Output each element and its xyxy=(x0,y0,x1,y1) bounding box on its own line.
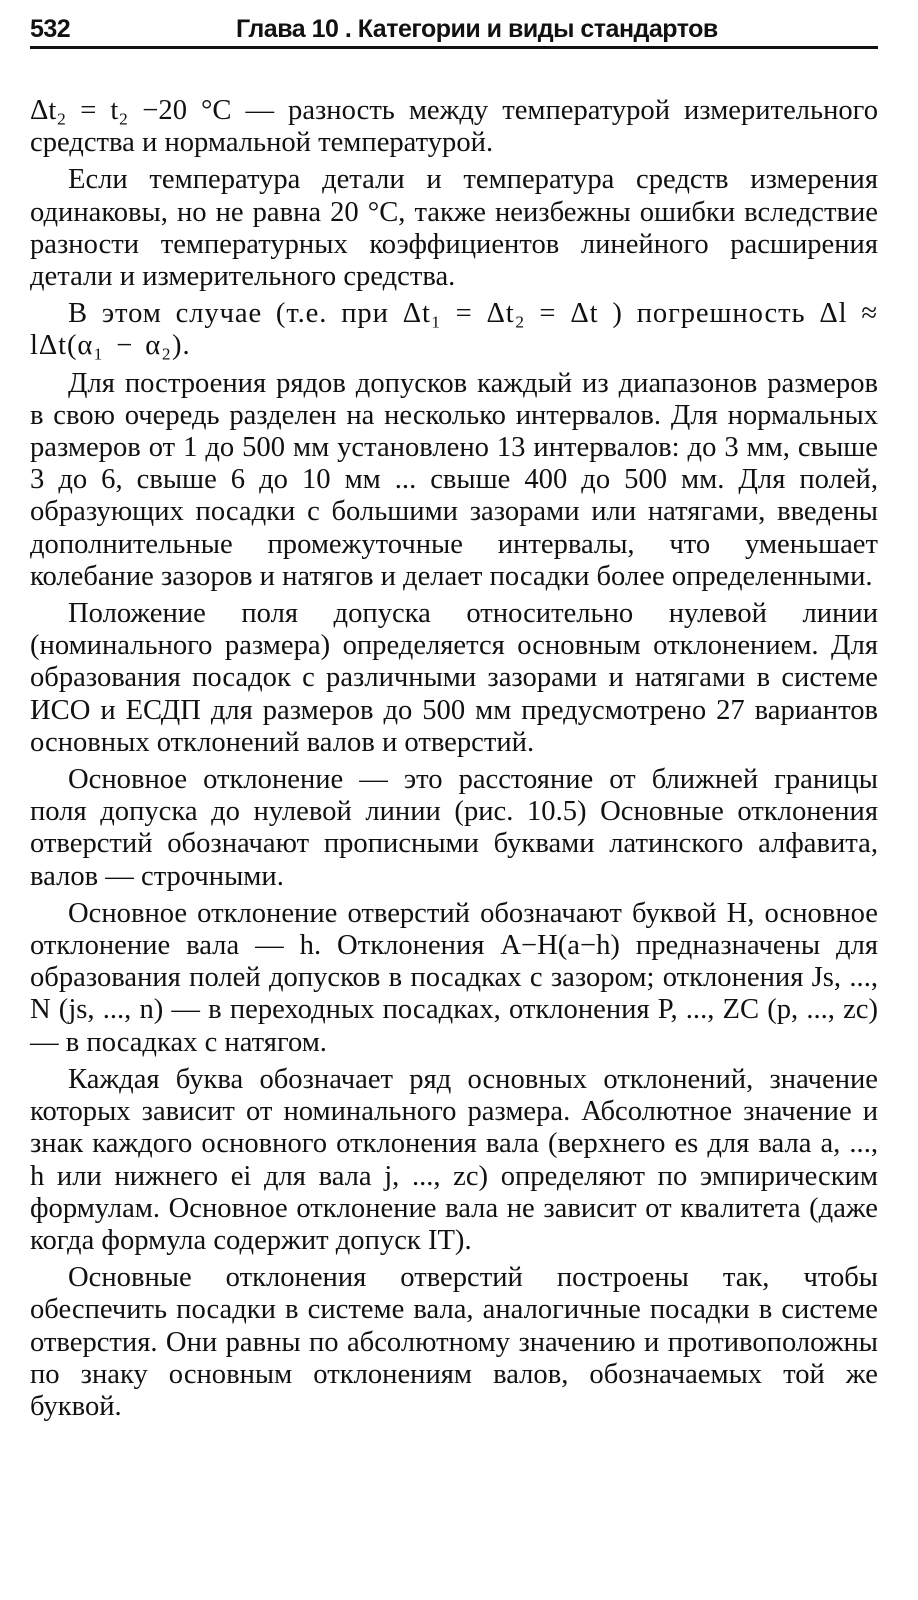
paragraph-8: Каждая буква обозначает ряд основных отклонений, значение которых зависит от номинального размера. Абсолютное значение и знак каждого основного отклонения вала (верхнего es для вала a, ..., h или нижнего ei для вала j, ..., zc) определяют по эмпирическим формулам. Основное отклонение вала не зависит от квалитета (даже когда формула содержит допуск IT). xyxy=(30,1063,878,1256)
paragraph-2: Если температура детали и температура средств измерения одинаковы, но не равна 20 °C, также неизбежны ошибки вследствие разности температурных коэффициентов линейного расширения детали и измерительного средства. xyxy=(30,164,878,293)
running-header xyxy=(30,10,878,49)
body-text xyxy=(30,95,878,1423)
paragraph-3: В этом случае (т.е. при Δt₁ = Δt₂ = Δt ) погрешность Δl ≈ lΔt(α₁ − α₂). xyxy=(30,298,878,362)
paragraph-7: Основное отклонение отверстий обозначают буквой H, основное отклонение вала — h. Отклонения A−H(a−h) предназначены для образования полей допусков в посадках с зазором; отклонения Js, ..., N (js, ..., n) — в переходных посадках, отклонения P, ..., ZC (p, ..., zc) — в посадках с натягом. xyxy=(30,897,878,1058)
page-number: 532 xyxy=(30,15,71,43)
paragraph-5: Положение поля допуска относительно нулевой линии (номинального размера) определяется основным отклонением. Для образования посадок с различными зазорами и натягами в системе ИСО и ЕСДП для размеров до 500 мм предусмотрено 27 вариантов основных отклонений валов и отверстий. xyxy=(30,598,878,758)
paragraph-4: Для построения рядов допусков каждый из диапазонов размеров в свою очередь разделен на несколько интервалов. Для нормальных размеров от 1 до 500 мм установлено 13 интервалов: до 3 мм, свыше 3 до 6, свыше 6 до 10 мм ... свыше 400 до 500 мм. Для полей, образующих посадки с большими зазорами или натягами, введены дополнительные промежуточные интервалы, что уменьшает колебание зазоров и натягов и делает посадки более определенными. xyxy=(30,367,878,592)
paragraph-6: Основное отклонение — это расстояние от ближней границы поля допуска до нулевой линии (рис. 10.5) Основные отклонения отверстий обозначают прописными буквами латинского алфавита, валов — строчными. xyxy=(30,764,878,892)
paragraph-1: Δt₂ = t₂ −20 °C — разность между температурой измерительного средства и нормальной температурой. xyxy=(30,95,878,159)
book-page xyxy=(30,10,878,1428)
running-title: Глава 10 . Категории и виды стандартов xyxy=(236,15,718,43)
paragraph-9: Основные отклонения отверстий построены так, чтобы обеспечить посадки в системе вала, аналогичные посадки в системе отверстия. Они равны по абсолютному значению и противоположны по знаку основным отклонениям валов, обозначаемых той же буквой. xyxy=(30,1262,878,1422)
